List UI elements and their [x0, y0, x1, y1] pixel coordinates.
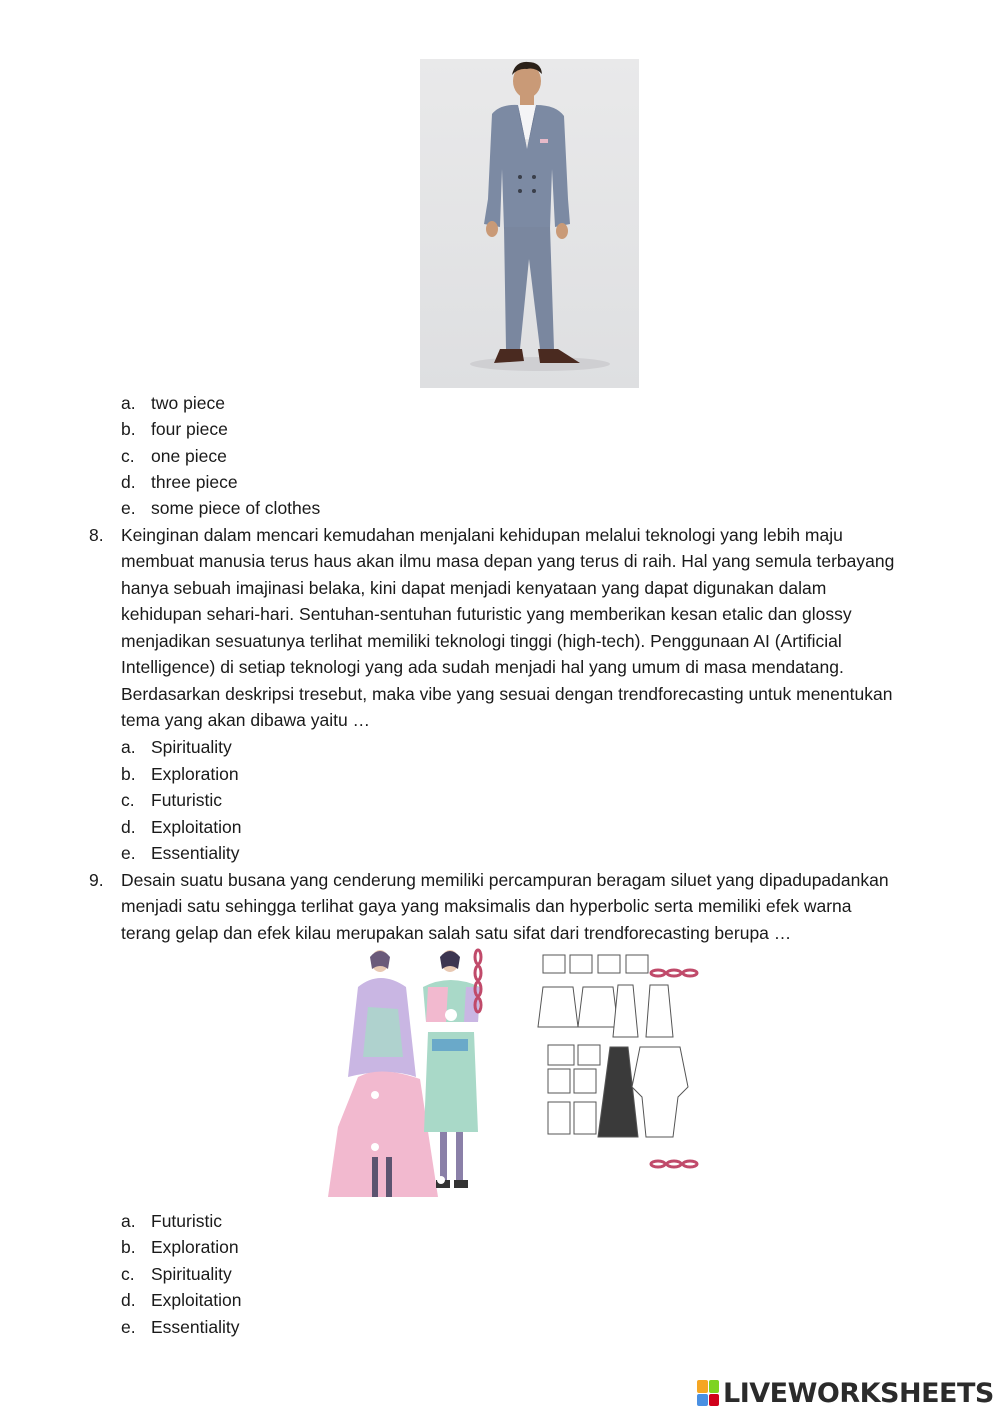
option-text: Futuristic	[151, 1211, 222, 1231]
option-text: Futuristic	[151, 790, 222, 810]
option-text: Exploitation	[151, 1290, 242, 1310]
liveworksheets-logo[interactable]	[697, 1376, 994, 1410]
option-text: four piece	[151, 419, 228, 439]
option-letter: e.	[121, 843, 136, 863]
q7-option-e[interactable]	[121, 495, 320, 521]
question-9-line-1: Desain suatu busana yang cenderung memiliki percampuran beragam siluet yang dipadupadankan	[121, 870, 889, 890]
option-text: Essentiality	[151, 843, 240, 863]
option-letter: c.	[121, 1264, 135, 1284]
q8-option-b[interactable]	[121, 761, 239, 787]
option-letter: a.	[121, 393, 136, 413]
option-letter: e.	[121, 498, 136, 518]
option-letter: b.	[121, 419, 136, 439]
q9-option-e[interactable]	[121, 1314, 240, 1340]
question-8-line-3: hanya sebuah imajinasi belaka, kini dapat menjadi kenyataan yang dapat digunakan dalam	[121, 578, 827, 598]
option-text: Exploration	[151, 764, 239, 784]
question-8-line-5: menjadikan sesuatunya terlihat memiliki teknologi tinggi (high-tech). Penggunaan AI (Artificial	[121, 631, 842, 651]
logo-badge-icon	[697, 1380, 719, 1406]
question-9-line-2: menjadi satu sehingga terlihat gaya yang maksimalis dan hyperbolic serta memiliki efek warna	[121, 896, 852, 916]
question-8-line-6: Intelligence) di setiap teknologi yang ada sudah menjadi hal yang umum di masa mendatang.	[121, 657, 844, 677]
option-letter: c.	[121, 446, 135, 466]
q7-option-b[interactable]	[121, 416, 228, 442]
option-letter: c.	[121, 790, 135, 810]
q8-option-c[interactable]	[121, 787, 222, 813]
option-text: three piece	[151, 472, 238, 492]
q8-option-a[interactable]	[121, 734, 232, 760]
option-letter: b.	[121, 1237, 136, 1257]
option-text: two piece	[151, 393, 225, 413]
q7-option-c[interactable]	[121, 443, 227, 469]
option-text: Exploration	[151, 1237, 239, 1257]
question-9-line-3: terang gelap dan efek kilau merupakan salah satu sifat dari trendforecasting berupa …	[121, 923, 792, 943]
q9-option-c[interactable]	[121, 1261, 232, 1287]
option-text: Essentiality	[151, 1317, 240, 1337]
option-text: Spirituality	[151, 737, 232, 757]
q7-option-a[interactable]	[121, 390, 225, 416]
option-letter: d.	[121, 472, 136, 492]
suit-photo	[420, 59, 639, 388]
question-8-line-1: Keinginan dalam mencari kemudahan menjalani kehidupan melalui teknologi yang lebih maju	[121, 525, 843, 545]
fashion-illustration	[328, 947, 704, 1203]
fashion-sketch-figures	[328, 947, 704, 1203]
option-letter: a.	[121, 1211, 136, 1231]
option-letter: e.	[121, 1317, 136, 1337]
q9-option-b[interactable]	[121, 1234, 239, 1260]
question-8-number: 8.	[89, 525, 104, 545]
option-letter: d.	[121, 1290, 136, 1310]
question-8-line-2: membuat manusia terus haus akan ilmu masa depan yang terus di raih. Hal yang semula terbayang	[121, 551, 895, 571]
option-letter: b.	[121, 764, 136, 784]
q9-option-d[interactable]	[121, 1287, 241, 1313]
logo-text: LIVEWORKSHEETS	[723, 1377, 994, 1409]
option-text: one piece	[151, 446, 227, 466]
option-text: Spirituality	[151, 1264, 232, 1284]
option-text: Exploitation	[151, 817, 242, 837]
option-letter: d.	[121, 817, 136, 837]
question-8-line-4: kehidupan sehari-hari. Sentuhan-sentuhan futuristic yang memberikan kesan etalic dan glossy	[121, 604, 852, 624]
q7-option-d[interactable]	[121, 469, 238, 495]
q8-option-d[interactable]	[121, 814, 241, 840]
question-8-line-7: Berdasarkan deskripsi tresebut, maka vibe yang sesuai dengan trendforecasting untuk menentukan	[121, 684, 893, 704]
q9-option-a[interactable]	[121, 1208, 222, 1234]
option-letter: a.	[121, 737, 136, 757]
q8-option-e[interactable]	[121, 840, 240, 866]
man-in-suit-illustration	[420, 59, 639, 388]
question-9-number: 9.	[89, 870, 104, 890]
question-8-line-8: tema yang akan dibawa yaitu …	[121, 710, 371, 730]
option-text: some piece of clothes	[151, 498, 321, 518]
